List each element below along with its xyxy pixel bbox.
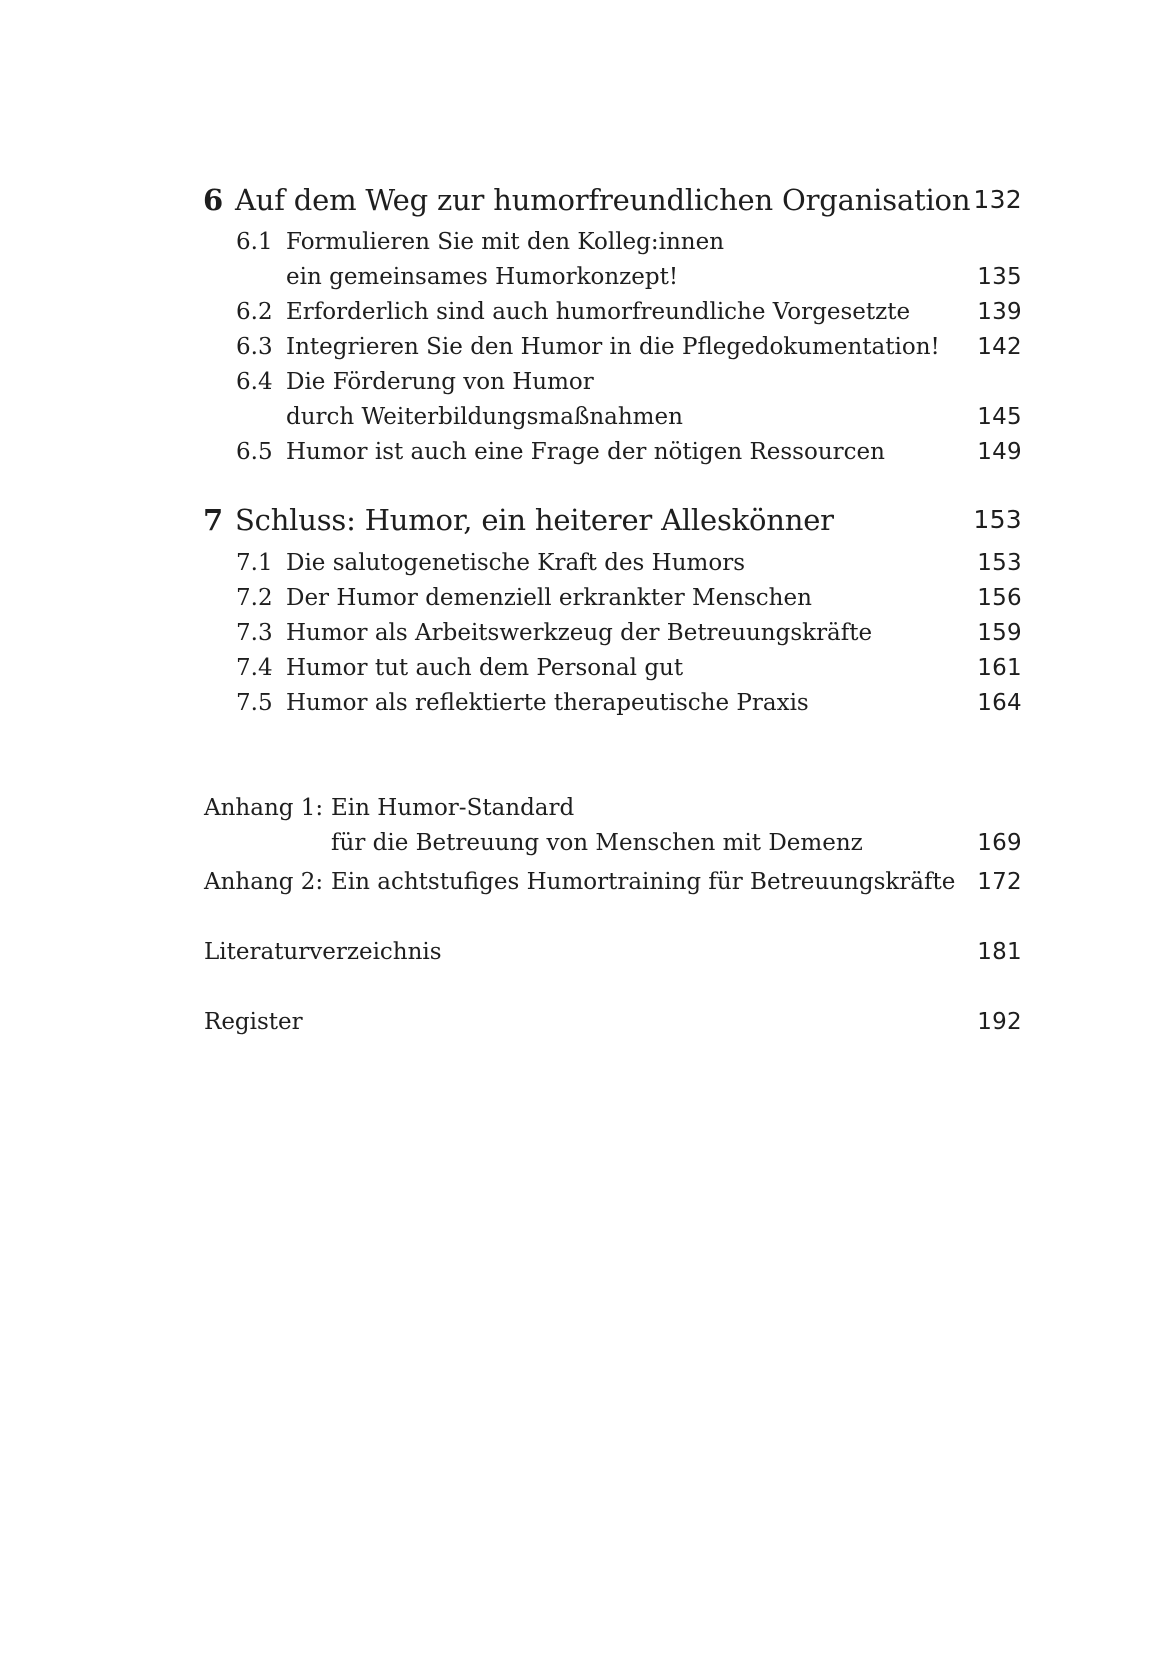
section-number: 7.4 — [236, 655, 273, 681]
page-number: 156 — [977, 585, 1022, 611]
section-title: Humor ist auch eine Frage der nötigen Ressourcen — [286, 439, 885, 465]
toc-section-6-3 — [0, 327, 1166, 367]
section-title: Der Humor demenziell erkrankter Menschen — [286, 585, 812, 611]
section-title: Humor tut auch dem Personal gut — [286, 655, 684, 681]
bibliography-title: Literaturverzeichnis — [204, 939, 442, 965]
section-title: Integrieren Sie den Humor in die Pflegedokumentation! — [286, 334, 940, 360]
page-number: 181 — [977, 939, 1022, 965]
page-number: 139 — [977, 299, 1022, 325]
chapter-number: 7 — [203, 503, 223, 537]
chapter-number: 6 — [203, 183, 223, 217]
toc-section-7-4 — [0, 648, 1166, 688]
section-number: 7.5 — [236, 690, 273, 716]
chapter-title: Auf dem Weg zur humorfreundlichen Organisation — [235, 183, 971, 217]
section-number: 7.1 — [236, 550, 273, 576]
section-number: 6.1 — [236, 229, 273, 255]
register-title: Register — [204, 1009, 303, 1035]
toc-appendix-1 — [0, 788, 1166, 828]
page-number: 135 — [977, 264, 1022, 290]
toc-appendix-2 — [0, 862, 1166, 902]
section-number: 6.4 — [236, 369, 273, 395]
page-number: 169 — [977, 830, 1022, 856]
toc-chapter-7 — [0, 500, 1166, 540]
page-number: 153 — [977, 550, 1022, 576]
appendix-title: Ein Humor-Standard — [331, 795, 575, 821]
toc-section-6-4 — [0, 362, 1166, 402]
page-number: 142 — [977, 334, 1022, 360]
toc-appendix-1-cont — [0, 823, 1166, 863]
page-number: 164 — [977, 690, 1022, 716]
toc-bibliography — [0, 932, 1166, 972]
section-title: Humor als reflektierte therapeutische Praxis — [286, 690, 809, 716]
appendix-title-continued: für die Betreuung von Menschen mit Demenz — [331, 830, 863, 856]
section-number: 6.2 — [236, 299, 273, 325]
toc-section-6-1 — [0, 222, 1166, 262]
section-title: Die salutogenetische Kraft des Humors — [286, 550, 746, 576]
section-number: 7.2 — [236, 585, 273, 611]
appendix-title: Ein achtstufiges Humortraining für Betreuungskräfte — [331, 869, 956, 895]
section-title: Humor als Arbeitswerkzeug der Betreuungskräfte — [286, 620, 873, 646]
toc-section-6-1-cont — [0, 257, 1166, 297]
page-number: 161 — [977, 655, 1022, 681]
section-number: 7.3 — [236, 620, 273, 646]
section-title: Erforderlich sind auch humorfreundliche Vorgesetzte — [286, 299, 911, 325]
toc-section-6-5 — [0, 432, 1166, 472]
appendix-label: Anhang 1: — [204, 795, 324, 821]
toc-section-6-2 — [0, 292, 1166, 332]
page-number: 172 — [977, 869, 1022, 895]
section-title: Die Förderung von Humor — [286, 369, 594, 395]
toc-section-6-4-cont — [0, 397, 1166, 437]
toc-chapter-6 — [0, 180, 1166, 220]
page-number: 145 — [977, 404, 1022, 430]
toc-section-7-3 — [0, 613, 1166, 653]
toc-section-7-1 — [0, 543, 1166, 583]
appendix-label: Anhang 2: — [204, 869, 324, 895]
toc-section-7-5 — [0, 683, 1166, 723]
page-number: 132 — [973, 185, 1022, 214]
section-title-continued: ein gemeinsames Humorkonzept! — [286, 264, 679, 290]
toc-register — [0, 1002, 1166, 1042]
section-title: Formulieren Sie mit den Kolleg:innen — [286, 229, 725, 255]
toc-section-7-2 — [0, 578, 1166, 618]
page-number: 153 — [973, 505, 1022, 534]
page-number: 149 — [977, 439, 1022, 465]
page-number: 159 — [977, 620, 1022, 646]
chapter-title: Schluss: Humor, ein heiterer Alleskönner — [235, 503, 834, 537]
section-number: 6.5 — [236, 439, 273, 465]
section-number: 6.3 — [236, 334, 273, 360]
page-number: 192 — [977, 1009, 1022, 1035]
section-title-continued: durch Weiterbildungsmaßnahmen — [286, 404, 683, 430]
